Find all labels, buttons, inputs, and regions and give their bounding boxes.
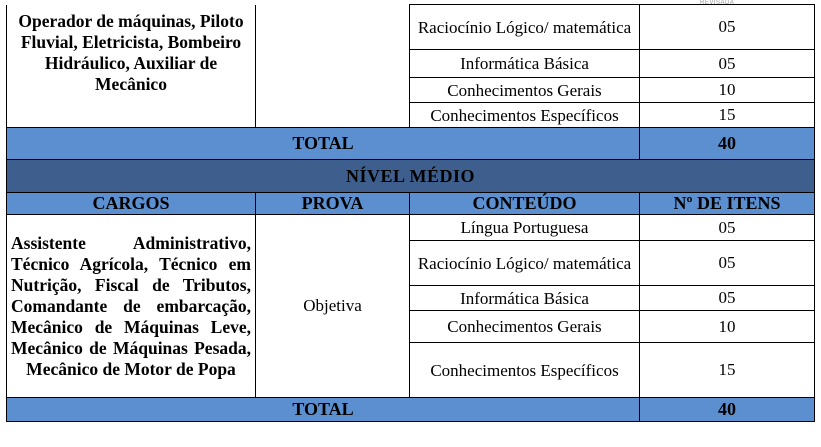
- total-value-superior: 40: [640, 128, 815, 160]
- itens-cell: 05: [640, 215, 815, 241]
- exam-table: [6, 4, 815, 422]
- conteudo-cell: Informática Básica: [410, 286, 640, 311]
- conteudo-cell: Conhecimentos Específicos: [410, 103, 640, 128]
- itens-cell: 05: [640, 50, 815, 78]
- header-cargos: CARGOS: [7, 193, 256, 215]
- conteudo-cell: Raciocínio Lógico/ matemática: [410, 241, 640, 286]
- itens-cell: 05: [640, 241, 815, 286]
- itens-cell: 15: [640, 103, 815, 128]
- itens-cell: 10: [640, 78, 815, 103]
- conteudo-cell: Língua Portuguesa: [410, 215, 640, 241]
- prova-cell-medio: Objetiva: [256, 215, 410, 398]
- header-prova: PROVA: [256, 193, 410, 215]
- conteudo-cell: Informática Básica: [410, 50, 640, 78]
- header-itens: Nº DE ITENS: [640, 193, 815, 215]
- itens-cell: 10: [640, 311, 815, 343]
- cargos-cell-superior: Operador de máquinas, Piloto Fluvial, Eletricista, Bombeiro Hidráulico, Auxiliar de Mecânico: [7, 5, 256, 128]
- watermark: REVISADA: [700, 0, 735, 6]
- total-value-medio: 40: [640, 398, 815, 422]
- conteudo-cell: Conhecimentos Gerais: [410, 78, 640, 103]
- total-label-superior: TOTAL: [7, 128, 640, 160]
- itens-cell: 15: [640, 343, 815, 398]
- itens-cell: 05: [640, 5, 815, 50]
- conteudo-cell: Conhecimentos Específicos: [410, 343, 640, 398]
- cargos-cell-medio: Assistente Administrativo, Técnico Agrícola, Técnico em Nutrição, Fiscal de Tributos, Comandante de embarcação, Mecânico de Máquinas Leve, Mecânico de Máquinas Pesada, Mecânico de Motor de Popa: [7, 215, 256, 398]
- conteudo-cell: Conhecimentos Gerais: [410, 311, 640, 343]
- conteudo-cell: Raciocínio Lógico/ matemática: [410, 5, 640, 50]
- total-label-medio: TOTAL: [7, 398, 640, 422]
- itens-cell: 05: [640, 286, 815, 311]
- header-conteudo: CONTEÚDO: [410, 193, 640, 215]
- section-title-medio: NÍVEL MÉDIO: [7, 160, 815, 193]
- prova-cell-superior: [256, 5, 410, 128]
